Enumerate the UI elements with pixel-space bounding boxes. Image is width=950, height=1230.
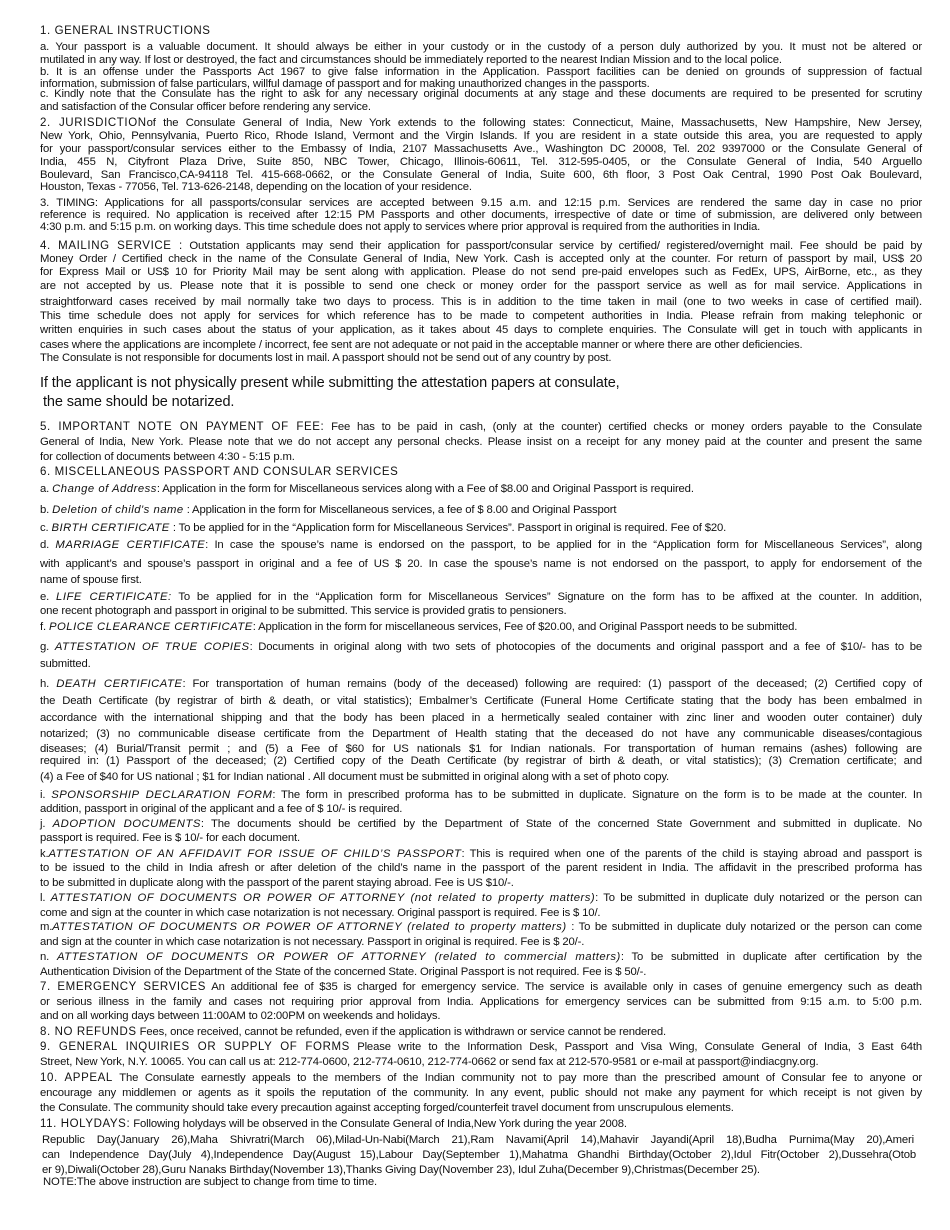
section-6e-line-1: e. LIFE CERTIFICATE: To be applied for in the “Application form for Miscellaneous Services” Signature on the form has to be affixed at the counter. In addition, [40, 591, 922, 603]
holidays-line-1: Republic Day(January 26),Maha Shivratri(March 06),Milad-Un-Nabi(March 21),Ram Navami(April 14),Mahavir Jayandi(April 18),Budha Purnima(May 20),Ameri [42, 1134, 914, 1146]
section-7-line-1: 7. EMERGENCY SERVICES An additional fee of $35 is charged for emergency service. The service is available only in cases of genuine emergency such as death [40, 981, 922, 993]
section-6b-title: Deletion of child's name [52, 504, 184, 516]
section-4-line-2: Money Order / Certified check in the name of the Consulate General of India, New York. Cash is accepted only at the counter. For return of passport by mail, US$ 20 [40, 253, 922, 265]
section-5-heading: 5. IMPORTANT NOTE ON PAYMENT OF FEE: [40, 421, 325, 433]
section-10-line-3: the Consulate. The community should take every precaution against accepting forged/counterfeit travel document from unscrupulous elements. [40, 1102, 734, 1114]
section-6e-line-2: one recent photograph and passport in original to be submitted. This service is provided gratis to pensioners. [40, 605, 567, 617]
section-6h-line-1: h. DEATH CERTIFICATE: For transportation of human remains (body of the deceased) following are required: (1) passport of the deceased; (2) Certified copy of [40, 678, 922, 690]
section-6m-line-2: and sign at the counter in which case notarization is not necessary. Passport in original is required. Fee is $ 20/-. [40, 936, 585, 948]
section-2-line-5: Boulevard, San Francisco,CA-94118 Tel. 415-668-0662, or the Consulate General of India, Suite 600, 6th floor, 3 Post Oak Central, 1990 Post Oak Boulevard, [40, 169, 922, 181]
section-5-line-1: 5. IMPORTANT NOTE ON PAYMENT OF FEE: Fee has to be paid in cash, (only at the counter) certified checks or money orders payable to the Consulate [40, 421, 922, 433]
section-6h-line-4: notarized; (3) no communicable disease certificate from the Department of Health stating that the deceased do not have any communicable diseases/contagious [40, 728, 922, 740]
section-7-line-3: and on all working days between 11:00AM to 02:00PM on weekends and holidays. [40, 1010, 441, 1022]
section-2-heading: 2. JURISDICTION [40, 117, 147, 129]
section-6n-line-2: Authentication Division of the Department of the State of the concerned State. Original Passport is not required. Fee is $ 50/-. [40, 966, 647, 978]
section-2-line-4: India, 455 N, Cityfront Plaza Drive, Suite 850, NBC Tower, Chicago, Illinois-60611, Tel. 312-595-0405, or the Consulate General of India, 540 Arguello [40, 156, 922, 168]
section-7-line-2: or serious illness in the family and cases not requiring prior approval from India. Applications for emergency services can be submitted from 9:15 a.m. to 5:00 p.m. [40, 996, 922, 1008]
section-4-line-7: written enquiries in such cases about the status of your application, as it takes about 45 days to complete enquiries. The Consulate will get in touch with applicants in [40, 324, 922, 336]
section-6j-line-2: passport is required. Fee is $ 10/- for each document. [40, 832, 301, 844]
section-6d-title: MARRIAGE CERTIFICATE [55, 539, 206, 551]
section-6h-line-7: (4) a Fee of $40 for US national ; $1 for Indian national . All document must be submitted in original along with a set of photo copy. [40, 771, 670, 783]
section-6d-line-2: with applicant’s and spouse’s passport in original and a fee of US $ 20. In case the spouse’s name is not endorsed on the passport, to apply for endorsement of the [40, 558, 922, 570]
section-2-line-1: 2. JURISDICTIONof the Consulate General of India, New York extends to the following states: Connecticut, Maine, Massachusetts, New Hampshire, New Jersey, [40, 117, 922, 129]
section-6m-title: ATTESTATION OF DOCUMENTS OR POWER OF ATTORNEY (related to property matters) [52, 921, 567, 933]
section-4-line-5: straightforward cases received by mail normally take two days to process. This is in addition to the time taken in mail (one to two weeks in case of certified mail). [40, 296, 922, 308]
section-4-line-4: are not accepted by us. Please note that it is possible to send one check or money order for the passport service as well as for mail service. Applications in [40, 280, 922, 292]
section-3-line-3: 4:30 p.m. and 5:15 p.m. on working days. This time schedule does not apply to services where prior approval is required from the authorities in India. [40, 221, 761, 233]
section-6c-title: BIRTH CERTIFICATE [51, 522, 170, 534]
section-4-line-3: for Express Mail or US$ 10 for Priority Mail may be sent along with application. Please do not send pre-paid envelopes such as FedEx, UPS, AirBorne, etc., as they [40, 266, 922, 278]
section-6b: b. Deletion of child's name : Application in the form for Miscellaneous services, a fee of $ 8.00 and Original Passport [40, 504, 617, 516]
section-6f-title: POLICE CLEARANCE CERTIFICATE [48, 621, 253, 633]
section-6a: a. Change of Address: Application in the form for Miscellaneous services along with a Fee of $8.00 and Original Passport is required. [40, 483, 694, 495]
section-7-heading: 7. EMERGENCY SERVICES [40, 981, 207, 993]
section-4-line-6: This time schedule does not apply for services for which reference has to be made to competent authorities in India. Please refrain from making telephonic or [40, 310, 922, 322]
section-6e-title: LIFE CERTIFICATE: [56, 591, 172, 603]
holidays-line-2: can Independence Day(July 4),Independence Day(August 15),Labour Day(September 1),Mahatma Ghandhi Birthday(October 2),Idul Fitr(October 2),Dussehra(Otob [42, 1149, 916, 1161]
section-10-line-1: 10. APPEAL The Consulate earnestly appeals to the members of the Indian community not to pay more than the prescribed amount of Consular fee to anyone or [40, 1072, 923, 1084]
section-6l-line-2: come and sign at the counter in which case notarization is not necessary. Original passport is required. Fee is $ 10/. [40, 907, 601, 919]
section-6a-title: Change of Address [52, 483, 157, 495]
section-6k-line-2: to be issued to the child in India afresh or after deletion of the child’s name in the passport of the parent resident in India. The affidavit in the prescribed proforma has [40, 862, 922, 874]
section-6l-line-1: l. ATTESTATION OF DOCUMENTS OR POWER OF ATTORNEY (not related to property matters): To be submitted in duplicate duly notarized or the person can [40, 892, 922, 904]
section-2-line-6: Houston, Texas - 77056, Tel. 713-626-2148, depending on the location of your residence. [40, 181, 472, 193]
section-1c-line-2: and satisfaction of the Consular officer before rendering any service. [40, 101, 371, 113]
section-6d-line-3: name of spouse first. [40, 574, 142, 586]
section-9-heading: 9. GENERAL INQUIRIES OR SUPPLY OF FORMS [40, 1041, 350, 1053]
section-11-intro: 11. HOLYDAYS: Following holydays will be observed in the Consulate General of India,New York during the year 2008. [40, 1118, 627, 1130]
section-3-line-1: 3. TIMING: Applications for all passports/consular services are accepted between 9.15 a.m. and 12:15 p.m. Services are rendered the same day in case no prior [40, 197, 922, 209]
section-2-line-2: New York, Ohio, Pennsylvania, Puerto Rico, Rhode Island, Vermont and the Virgin Islands. If you are resident in a state outside this area, you are requested to apply [40, 130, 922, 142]
section-6n-line-1: n. ATTESTATION OF DOCUMENTS OR POWER OF ATTORNEY (related to commercial matters): To be submitted in duplicate after certification by the [40, 951, 922, 963]
section-6j-title: ADOPTION DOCUMENTS [52, 818, 201, 830]
section-1c-line-1: c. Kindly note that the Consulate has the right to ask for any necessary original documents at any stage and these documents are required to be presented for scrutiny [40, 88, 922, 100]
section-6g-title: ATTESTATION OF TRUE COPIES [54, 641, 250, 653]
section-6n-title: ATTESTATION OF DOCUMENTS OR POWER OF ATTORNEY (related to commercial matters) [56, 951, 621, 963]
section-5-line-2: General of India, New York. Please note that we do not accept any personal checks. Please insist on a receipt for any money paid at the counter and present the same [40, 436, 922, 448]
section-1b-line-1: b. It is an offense under the Passports Act 1967 to give false information in the Application. Passport facilities can be denied on grounds of suppression of factual [40, 66, 922, 78]
section-6h-title: DEATH CERTIFICATE [56, 678, 183, 690]
section-6k-line-1: k.ATTESTATION OF AN AFFIDAVIT FOR ISSUE OF CHILD’S PASSPORT: This is required when one of the parents of the child is staying abroad and passport is [40, 848, 922, 860]
section-8-heading: 8. NO REFUNDS [40, 1026, 137, 1038]
section-6j-line-1: j. ADOPTION DOCUMENTS: The documents should be certified by the Department of State of the concerned State Government and submitted in duplicate. No [40, 818, 922, 830]
section-6g-line-1: g. ATTESTATION OF TRUE COPIES: Documents in original along with two sets of photocopies of the documents and original passport and a fee of $10/- has to be [40, 641, 922, 653]
section-3-line-2: reference is required. No application is received after 12:15 PM Passports and other documents, irrespective of date or time of submission, are delivered only between [40, 209, 922, 221]
notarization-notice-line-1: If the applicant is not physically present while submitting the attestation papers at consulate, [40, 375, 620, 391]
notarization-notice-line-2: the same should be notarized. [43, 394, 235, 410]
section-6i-line-1: i. SPONSORSHIP DECLARATION FORM: The form in prescribed proforma has to be submitted in duplicate. Signature on the form is to be made at the counter. In [40, 789, 922, 801]
section-2-line-3: for your passport/consular services either to the Embassy of India, 2107 Massachusetts Ave., Washington DC 20008, Tel. 202 9397000 or the Consulate General of [40, 143, 922, 155]
section-1-heading: 1. GENERAL INSTRUCTIONS [40, 25, 211, 37]
section-6h-line-5: diseases; (4) Burial/Transit permit ; and (5) a Fee of $60 for US nationals $1 for Indian nationals. For transportation of human remains (ashes) following are [40, 743, 922, 755]
section-4-line-1: 4. MAILING SERVICE : Outstation applicants may send their application for passport/consular service by certified/ registered/overnight mail. Fee should be paid by [40, 240, 923, 252]
section-9-line-2: Street, New York, N.Y. 10065. You can call us at: 212-774-0600, 212-774-0610, 212-774-0662 or send fax at 212-570-9581 or e-mail at passport@indiacgny.org. [40, 1056, 819, 1068]
section-1a-line-2: mutilated in any way. If lost or destroyed, the fact and circumstances should be immediately reported to the nearest Indian Mission and to the local police. [40, 54, 782, 66]
section-6i-title: SPONSORSHIP DECLARATION FORM [51, 789, 273, 801]
section-4-heading: 4. MAILING SERVICE : [40, 240, 183, 252]
section-9-line-1: 9. GENERAL INQUIRIES OR SUPPLY OF FORMS Please write to the Information Desk, Passport and Visa Wing, Consulate General of India, 3 East 64th [40, 1041, 922, 1053]
section-6h-line-2: the Death Certificate (by registrar of birth & death, or vital statistics); Embalmer’s Certificate (Funeral Home Certificate stating that the body has been embalmed in [40, 695, 922, 707]
section-6h-line-3: accordance with the international shipping and that the body has been placed in a hermetically sealed container with zinc liner and wooden outer container) duly [40, 712, 922, 724]
section-6g-line-2: submitted. [40, 658, 91, 670]
section-5-line-3: for collection of documents between 4:30 - 5:15 p.m. [40, 451, 295, 463]
section-6c: c. BIRTH CERTIFICATE : To be applied for in the “Application form for Miscellaneous Services”. Passport in original is required. Fee of $20. [40, 522, 727, 534]
section-6h-line-6: required in: (1) Passport of the deceased; (2) Certified copy of the Death Certificate (by registrar of birth & death, or vital statistics); (3) Cremation certificate; and [40, 755, 922, 767]
section-10-heading: 10. APPEAL [40, 1072, 113, 1084]
section-4-line-8: cases where the applications are incomplete / incorrect, fee sent are not adequate or not paid in the acceptable manner or where there are other deficiencies. [40, 339, 803, 351]
section-6i-line-2: addition, passport in original of the applicant and a fee of $ 10/- is required. [40, 803, 403, 815]
section-11-heading: 11. HOLYDAYS: [40, 1118, 131, 1130]
section-8: 8. NO REFUNDS Fees, once received, cannot be refunded, even if the application is withdrawn or service cannot be rendered. [40, 1026, 666, 1038]
section-6-heading: 6. MISCELLANEOUS PASSPORT AND CONSULAR SERVICES [40, 466, 399, 478]
section-6f: f. POLICE CLEARANCE CERTIFICATE: Application in the form for miscellaneous services, Fee of $20.00, and Original Passport needs to be submitted. [40, 621, 798, 633]
section-6k-title: ATTESTATION OF AN AFFIDAVIT FOR ISSUE OF CHILD’S PASSPORT [48, 848, 462, 860]
section-10-line-2: encourage any middlemen or agents as it spoils the reputation of the community. In any event, public should not make any payment for which receipt is not given by [40, 1087, 922, 1099]
holidays-line-3: er 9),Diwali(October 28),Guru Nanaks Birthday(November 13),Thanks Giving Day(November 23), Idul Zuha(December 9),Christmas(December 25). [42, 1164, 760, 1176]
section-6m-line-1: m.ATTESTATION OF DOCUMENTS OR POWER OF ATTORNEY (related to property matters) : To be submitted in duplicate duly notarized or the person can come [40, 921, 922, 933]
section-6k-line-3: to be submitted in duplicate along with the passport of the parent staying abroad. Fee is US $10/-. [40, 877, 514, 889]
section-1b-line-2: information, submission of false particulars, willful damage of passport and for making unauthorized changes in the passports. [40, 78, 650, 90]
section-1a-line-1: a. Your passport is a valuable document. It should always be either in your custody or in the custody of a person duly authorized by you. It must not be altered or [40, 41, 922, 53]
change-note: NOTE:The above instruction are subject to change from time to time. [43, 1176, 378, 1188]
section-4-line-9: The Consulate is not responsible for documents lost in mail. A passport should not be send out of any country by post. [40, 352, 612, 364]
section-6d-line-1: d. MARRIAGE CERTIFICATE: In case the spouse’s name is endorsed on the passport, to be applied for in the “Application form for Miscellaneous Services”, along [40, 539, 922, 551]
section-6l-title: ATTESTATION OF DOCUMENTS OR POWER OF ATTORNEY (not related to property matters) [50, 892, 596, 904]
